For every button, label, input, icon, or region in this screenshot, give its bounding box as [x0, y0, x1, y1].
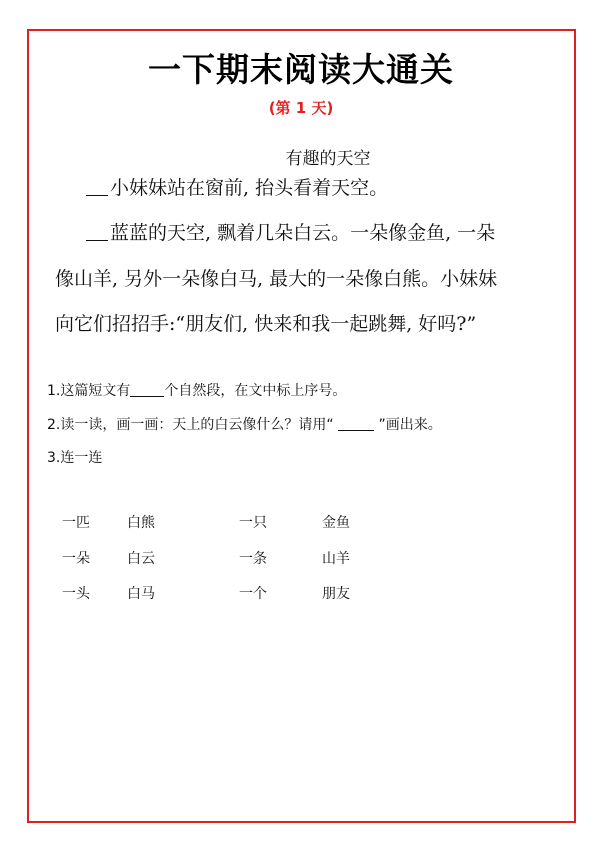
match-item[interactable]: 白熊 [127, 515, 155, 531]
match-item[interactable]: 一个 [239, 586, 267, 602]
story-paragraph-1 [86, 173, 388, 200]
match-item[interactable]: 山羊 [322, 551, 350, 567]
paragraph-number-blank[interactable] [86, 177, 108, 196]
match-item[interactable]: 一朵 [62, 551, 90, 567]
story-line-3: 像山羊, 另外一朵像白马, 最大的一朵像白熊。小妹妹 [55, 268, 498, 290]
question-3: 3.连一连 [47, 450, 103, 466]
match-item[interactable]: 白马 [127, 586, 155, 602]
story-paragraph-2-line-1 [86, 218, 495, 245]
question-2: 2.读一读，画一画：天上的白云像什么？请用“ ”画出来。 [47, 417, 442, 433]
match-item[interactable]: 一只 [239, 515, 267, 531]
answer-blank[interactable] [130, 382, 164, 397]
page-subtitle: (第 1 天) [268, 99, 334, 117]
story-title: 有趣的天空 [285, 149, 371, 169]
page-title: 一下期末阅读大通关 [148, 50, 454, 89]
match-item[interactable]: 一头 [62, 586, 90, 602]
story-line-1: 小妹妹站在窗前, 抬头看着天空。 [110, 177, 389, 199]
underline-symbol [338, 416, 374, 431]
paragraph-number-blank[interactable] [86, 222, 108, 241]
story-line-4: 向它们招招手:“朋友们, 快来和我一起跳舞, 好吗?” [55, 313, 477, 335]
match-item[interactable]: 白云 [127, 551, 155, 567]
match-item[interactable]: 一条 [239, 551, 267, 567]
match-item[interactable]: 金鱼 [322, 515, 350, 531]
match-item[interactable]: 一匹 [62, 515, 90, 531]
question-1: 1.这篇短文有 个自然段，在文中标上序号。 [47, 383, 347, 399]
match-item[interactable]: 朋友 [322, 586, 350, 602]
story-line-2: 蓝蓝的天空, 飘着几朵白云。一朵像金鱼, 一朵 [110, 222, 496, 244]
